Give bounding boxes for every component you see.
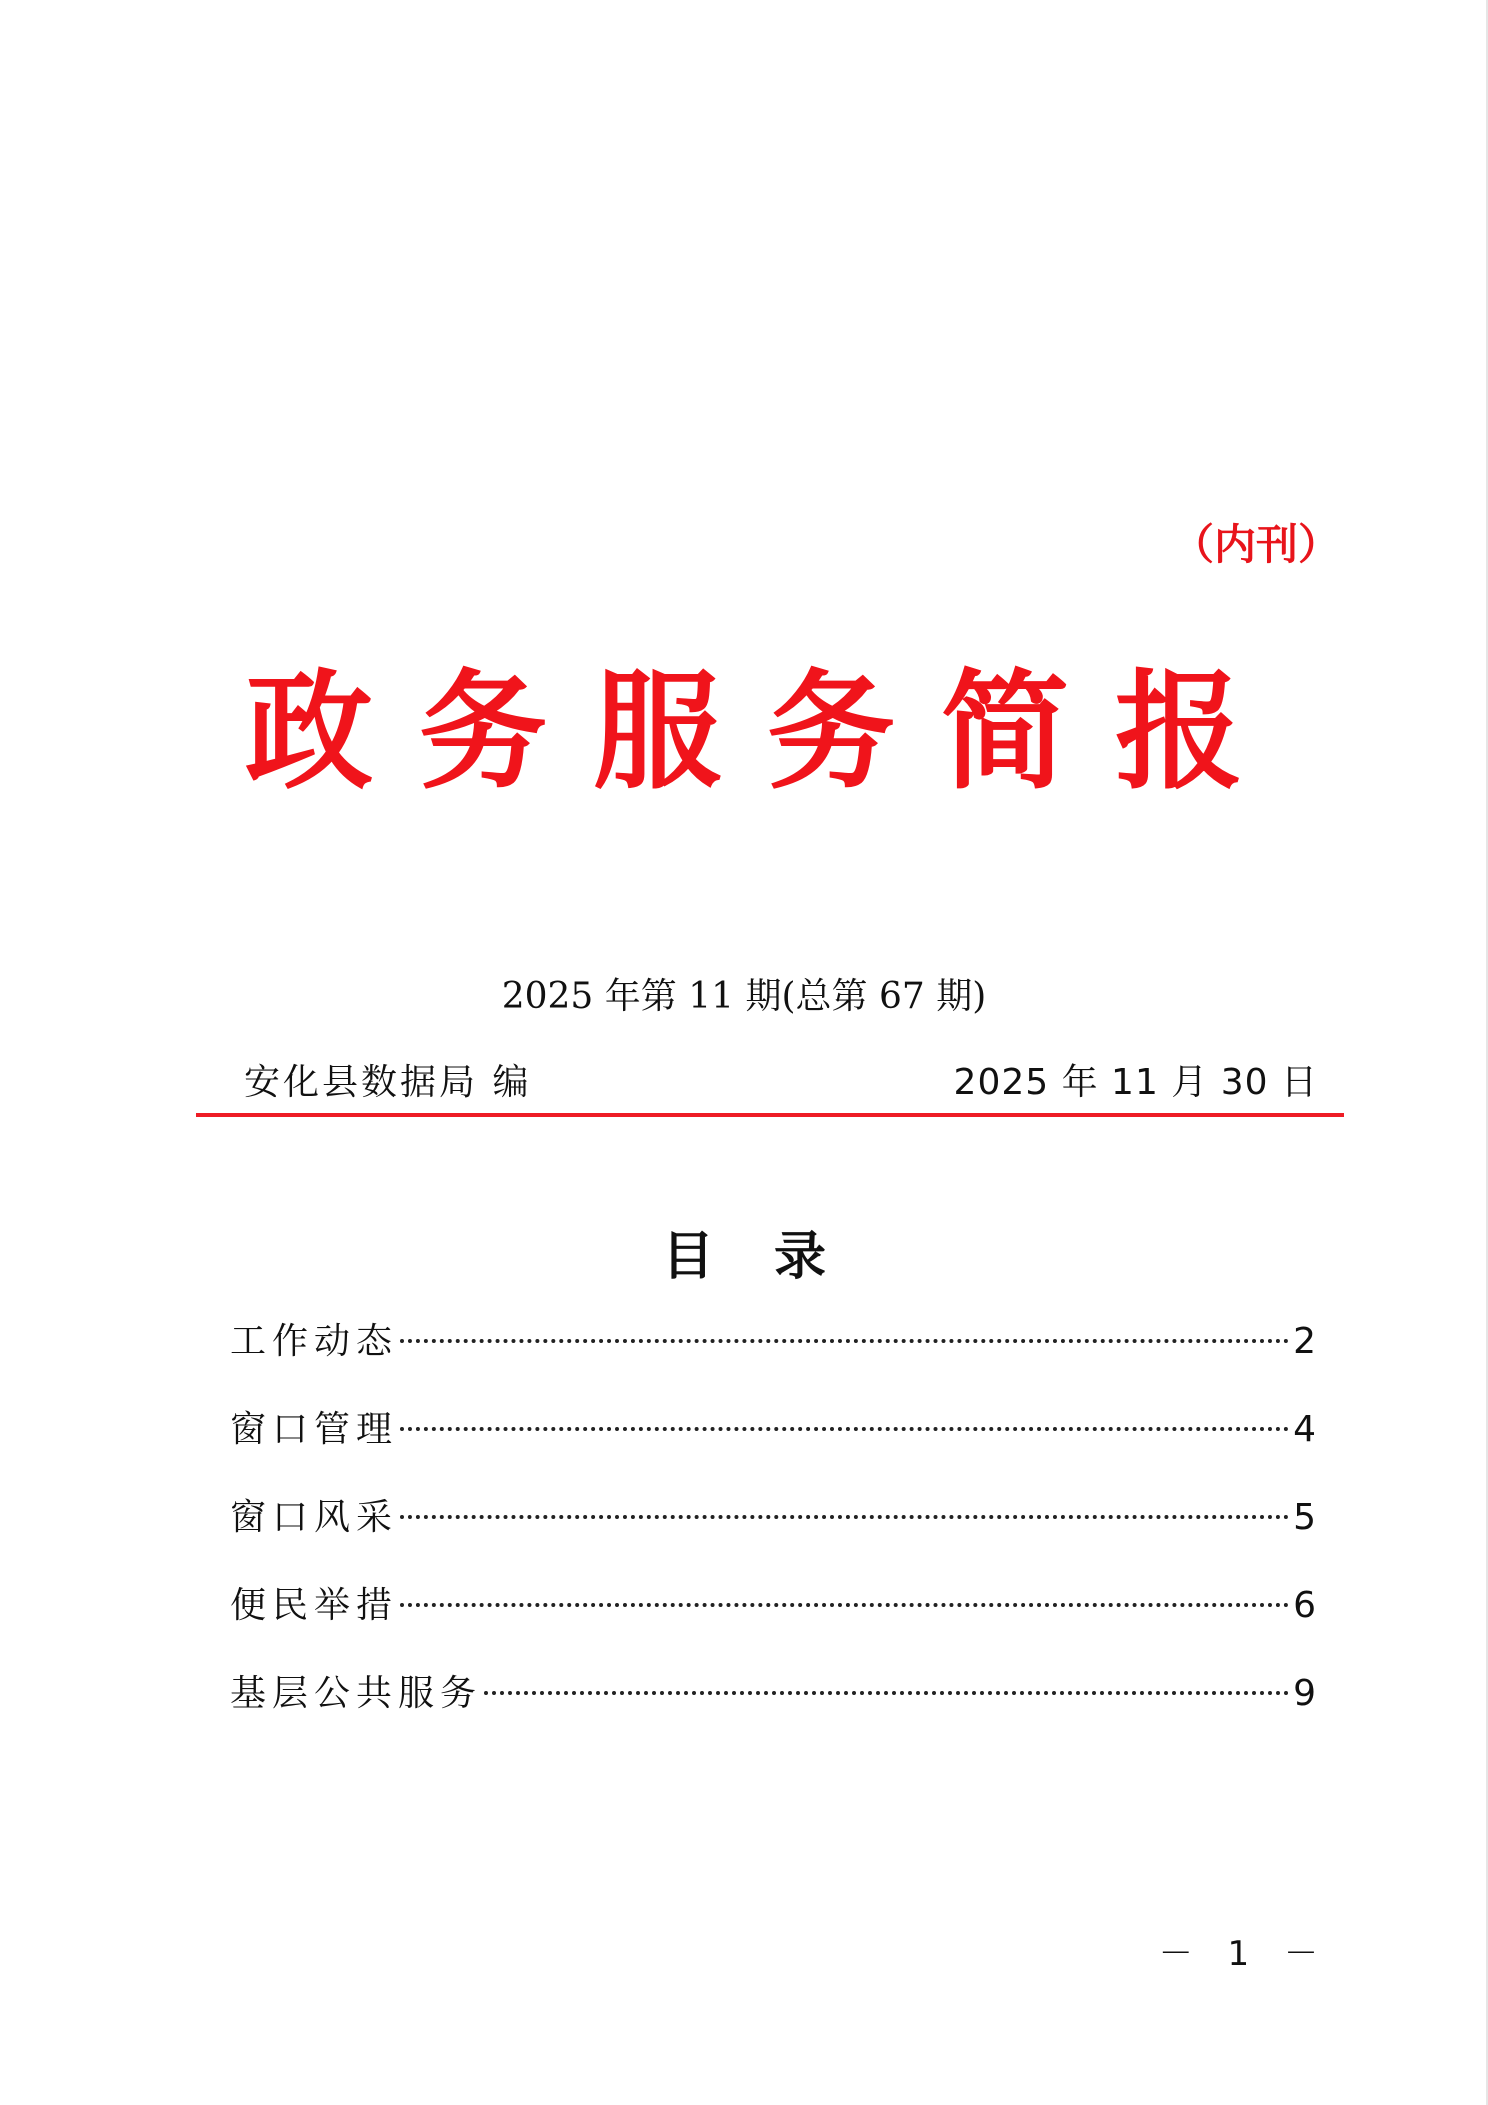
- toc-entry-page: 9: [1293, 1673, 1316, 1714]
- issue-number: 2025 年第 11 期(总第 67 期): [501, 976, 987, 1017]
- toc-entry[interactable]: [230, 1313, 1316, 1401]
- toc-entry[interactable]: [230, 1665, 1316, 1753]
- table-of-contents: [230, 1313, 1316, 1753]
- red-divider-line: [196, 1113, 1344, 1117]
- toc-dot-leader: [484, 1691, 1289, 1695]
- internal-publication-mark: （内刊）: [1171, 520, 1340, 569]
- publication-date: 2025 年 11 月 30 日: [953, 1062, 1318, 1103]
- masthead-title: 政务服务简报: [244, 657, 1289, 807]
- toc-dot-leader: [400, 1427, 1289, 1431]
- page-number: － 1 －: [1158, 1934, 1330, 1974]
- toc-entry-label: 便民举措: [230, 1585, 399, 1626]
- toc-dot-leader: [400, 1603, 1289, 1607]
- toc-entry-label: 窗口风采: [230, 1497, 399, 1538]
- toc-entry[interactable]: [230, 1577, 1316, 1665]
- toc-entry-page: 6: [1293, 1585, 1316, 1626]
- toc-entry[interactable]: [230, 1489, 1316, 1577]
- toc-entry-page: 2: [1293, 1321, 1316, 1362]
- toc-dot-leader: [400, 1515, 1289, 1519]
- editor-credit: 安化县数据局 编: [244, 1062, 532, 1103]
- toc-entry[interactable]: [230, 1401, 1316, 1489]
- toc-entry-page: 4: [1293, 1409, 1316, 1450]
- toc-entry-label: 基层公共服务: [230, 1673, 483, 1714]
- toc-title: 目录: [661, 1227, 886, 1287]
- toc-entry-page: 5: [1293, 1497, 1316, 1538]
- toc-entry-label: 工作动态: [230, 1321, 399, 1362]
- toc-dot-leader: [400, 1339, 1289, 1343]
- toc-entry-label: 窗口管理: [230, 1409, 399, 1450]
